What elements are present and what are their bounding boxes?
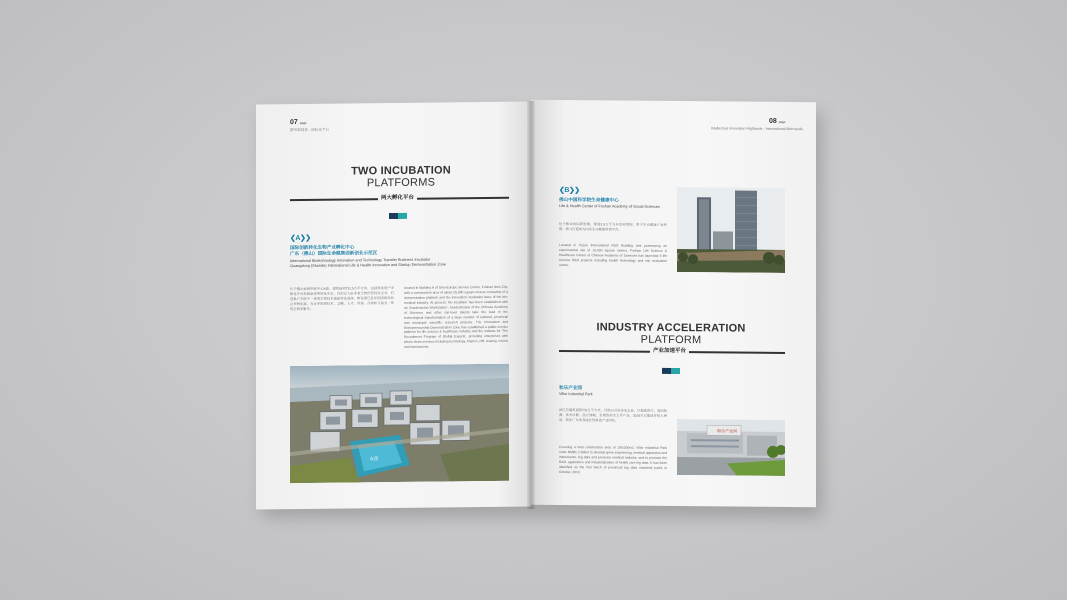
running-head: 繁荣新载体 · 国际化平台 [290, 127, 330, 133]
item-b-body-en: Located in Yezun International R&D Building and possessing an experimental site of 15,000 square meters, Foshan Life Science & Healthcare Center of Chinese Academy of Sciences has launched 8 life science R&D projects including health technology and risk evaluation center. [559, 243, 667, 267]
park-sign-text: 和乐产业园 [717, 428, 737, 434]
item-b-badge: ❮B❯❯ [559, 187, 580, 195]
section-mark-icon [662, 361, 680, 367]
item-a-body-en: located in Building A of Sino-Europe Service Center, Foshan New City, with a construction area of about 25,000 square meters consisting of a demonstration platform and the innovation incubation base of the bio-medical industry. At present, the incubator has been established with an 'Academician Workstation', Academicians of the Chinese Academy of Sciences and other top-level talents take the lead in the technological transformation of a large number of national, provincial and municipal scientific research projects. The Innovation and Entrepreneurship Demonstration Zone has established a public service platform for life science & healthcare industry and the institute for 'The Recruitment Program of Global Experts', providing enterprises with whole-chain services including technology, finance, HR, leasing, review and transactions. [404, 284, 508, 350]
right-page [531, 100, 816, 507]
life-health-center-building-photo [677, 187, 785, 273]
left-page [256, 102, 531, 510]
incubation-center-aerial-photo [290, 364, 509, 483]
section-label: 产业加速平台 [650, 346, 689, 354]
section-mark-icon [389, 206, 407, 212]
page-number: 07 page [290, 119, 307, 127]
item-c-title-cn: 和乐产业园 [559, 385, 582, 391]
svg-text:A座: A座 [370, 456, 379, 463]
item-b-title-cn: 佛山中国科学院生命健康中心 [559, 197, 619, 203]
item-a-title-cn: 国际创新转化生物产业孵化中心 广东（佛山）国际生命健康创新创业示范区 [290, 244, 378, 257]
section-title: INDUSTRY ACCELERATION PLATFORM [596, 321, 746, 347]
item-b-title-en: Life & Health Center of Foshan Academy of Social Sciences [559, 204, 660, 209]
item-b-body-cn: 位于紫金国际研发楼，规划3.5万平方米实验用地，用于生命健康产业科研，致力打造成为国家生命健康科技平台。 [559, 222, 667, 232]
item-a-badge: ❮A❯❯ [290, 234, 311, 243]
industrial-park-photo [677, 419, 785, 476]
item-a-title-en: International Biotechnology Innovation and Technology Transfer Business Incubator Guangdong (Shunde) International Life & Health Innovation and Startup Demonstration Zone [290, 257, 446, 269]
item-c-body-en: Covering a total construction area of 180,000m2, Villor Industrial Park costs RMB1.2 billion to develop gene sequencing, medical apparatus and instruments, big data and precision medical industry, and to promote the R&D, application and industrialization of health care big data. It has been identified as the first batch of provincial big data industrial parks in October, 2018. [559, 445, 667, 474]
item-c-title-en: Villor Industrial Park [559, 392, 593, 397]
item-c-body-cn: 园区总建筑面积约5万平方米，目前已引进多家企业，以精准医疗、基因检测、体外诊断、医疗器械、生物医药为主导产业，2019年已建成并投入使用，获评广东省高成长性科技产业园区。 [559, 408, 667, 423]
item-a-body-cn: 位于佛山新城中欧中心A座，建筑面积约2.5万平方米，包括科技型产业孵化平台和创新成果转化平台，目前已入驻多家生物医药科技企业，打造集产学研于一体的生物技术创新转化载体。孵化器已获评国家级科技企业孵化器，为企业提供技术、金融、人才、政策、法律和交易为一体的全链条服务。 [290, 285, 394, 311]
book-spine [527, 101, 535, 509]
running-head: Intellectual Innovation Highlands · International Metropolis [710, 126, 803, 132]
section-title: TWO INCUBATION PLATFORMS [351, 164, 451, 190]
section-label: 两大孵化平台 [378, 193, 417, 201]
page-number: 08 page [769, 117, 786, 125]
